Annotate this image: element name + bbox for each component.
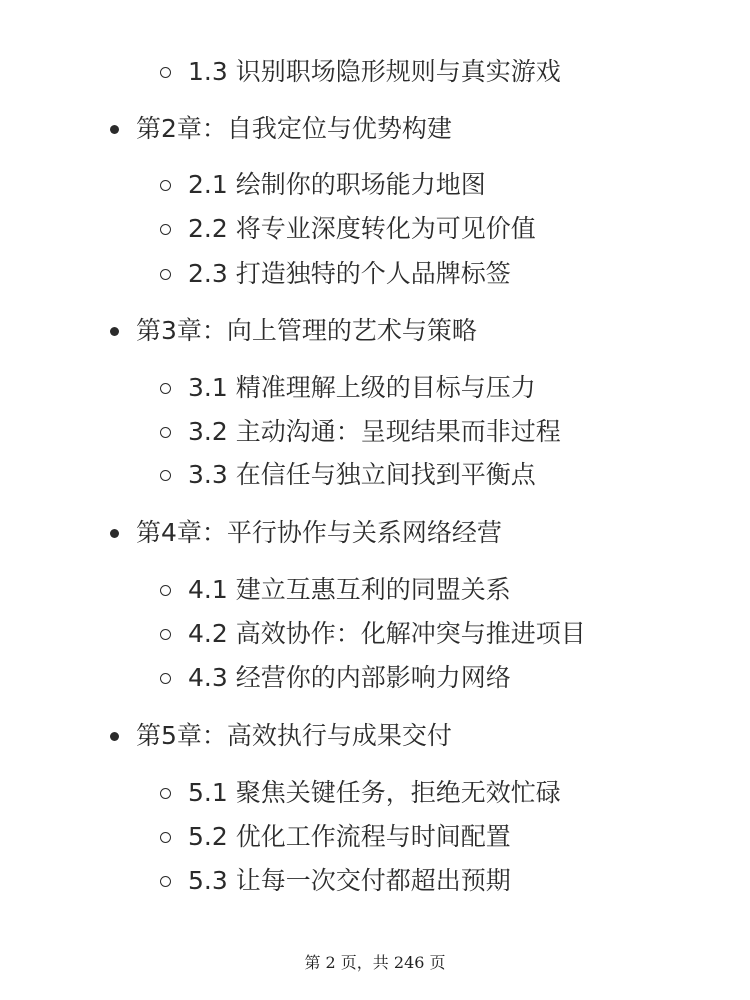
toc-chapter-3: [110, 311, 477, 351]
section-title: 1.3 识别职场隐形规则与真实游戏: [188, 57, 561, 86]
section-title: 2.1 绘制你的职场能力地图: [188, 170, 486, 199]
section-title: 4.2 高效协作：化解冲突与推进项目: [188, 619, 586, 648]
toc-chapter-2: [110, 109, 452, 149]
section-title: 4.3 经营你的内部影响力网络: [188, 663, 511, 692]
section-title: 2.2 将专业深度转化为可见价值: [188, 214, 536, 243]
disc-bullet-icon: [110, 327, 119, 336]
toc-section-3-3: [160, 455, 536, 495]
toc-section-2-2: [160, 209, 536, 249]
page-footer: 第 2 页，共 246 页: [304, 953, 446, 972]
toc-section-5-3: [160, 861, 511, 901]
circle-bullet-icon: [160, 180, 171, 191]
toc-chapter-5: [110, 716, 452, 756]
section-title: 5.3 让每一次交付都超出预期: [188, 866, 511, 895]
toc-section-4-2: [160, 614, 586, 654]
toc-section-5-1: [160, 773, 561, 813]
section-title: 3.3 在信任与独立间找到平衡点: [188, 460, 536, 489]
circle-bullet-icon: [160, 832, 171, 843]
section-title: 5.2 优化工作流程与时间配置: [188, 822, 511, 851]
circle-bullet-icon: [160, 673, 171, 684]
circle-bullet-icon: [160, 585, 171, 596]
section-title: 2.3 打造独特的个人品牌标签: [188, 259, 511, 288]
circle-bullet-icon: [160, 427, 171, 438]
circle-bullet-icon: [160, 67, 171, 78]
toc-section-2-3: [160, 254, 511, 294]
toc-chapter-4: [110, 513, 502, 553]
circle-bullet-icon: [160, 470, 171, 481]
circle-bullet-icon: [160, 629, 171, 640]
disc-bullet-icon: [110, 125, 119, 134]
toc-section-4-1: [160, 570, 511, 610]
chapter-title: 第5章：高效执行与成果交付: [136, 721, 452, 750]
circle-bullet-icon: [160, 876, 171, 887]
disc-bullet-icon: [110, 529, 119, 538]
section-title: 3.1 精准理解上级的目标与压力: [188, 373, 536, 402]
circle-bullet-icon: [160, 383, 171, 394]
toc-section-5-2: [160, 817, 511, 857]
circle-bullet-icon: [160, 269, 171, 280]
toc-section-3-2: [160, 412, 561, 452]
chapter-title: 第2章：自我定位与优势构建: [136, 114, 452, 143]
circle-bullet-icon: [160, 224, 171, 235]
chapter-title: 第4章：平行协作与关系网络经营: [136, 518, 502, 547]
chapter-title: 第3章：向上管理的艺术与策略: [136, 316, 477, 345]
section-title: 4.1 建立互惠互利的同盟关系: [188, 575, 511, 604]
toc-section-3-1: [160, 368, 536, 408]
disc-bullet-icon: [110, 732, 119, 741]
toc-section-1-3: [160, 52, 561, 92]
section-title: 5.1 聚焦关键任务，拒绝无效忙碌: [188, 778, 561, 807]
section-title: 3.2 主动沟通：呈现结果而非过程: [188, 417, 561, 446]
toc-section-4-3: [160, 658, 511, 698]
toc-section-2-1: [160, 165, 486, 205]
circle-bullet-icon: [160, 788, 171, 799]
